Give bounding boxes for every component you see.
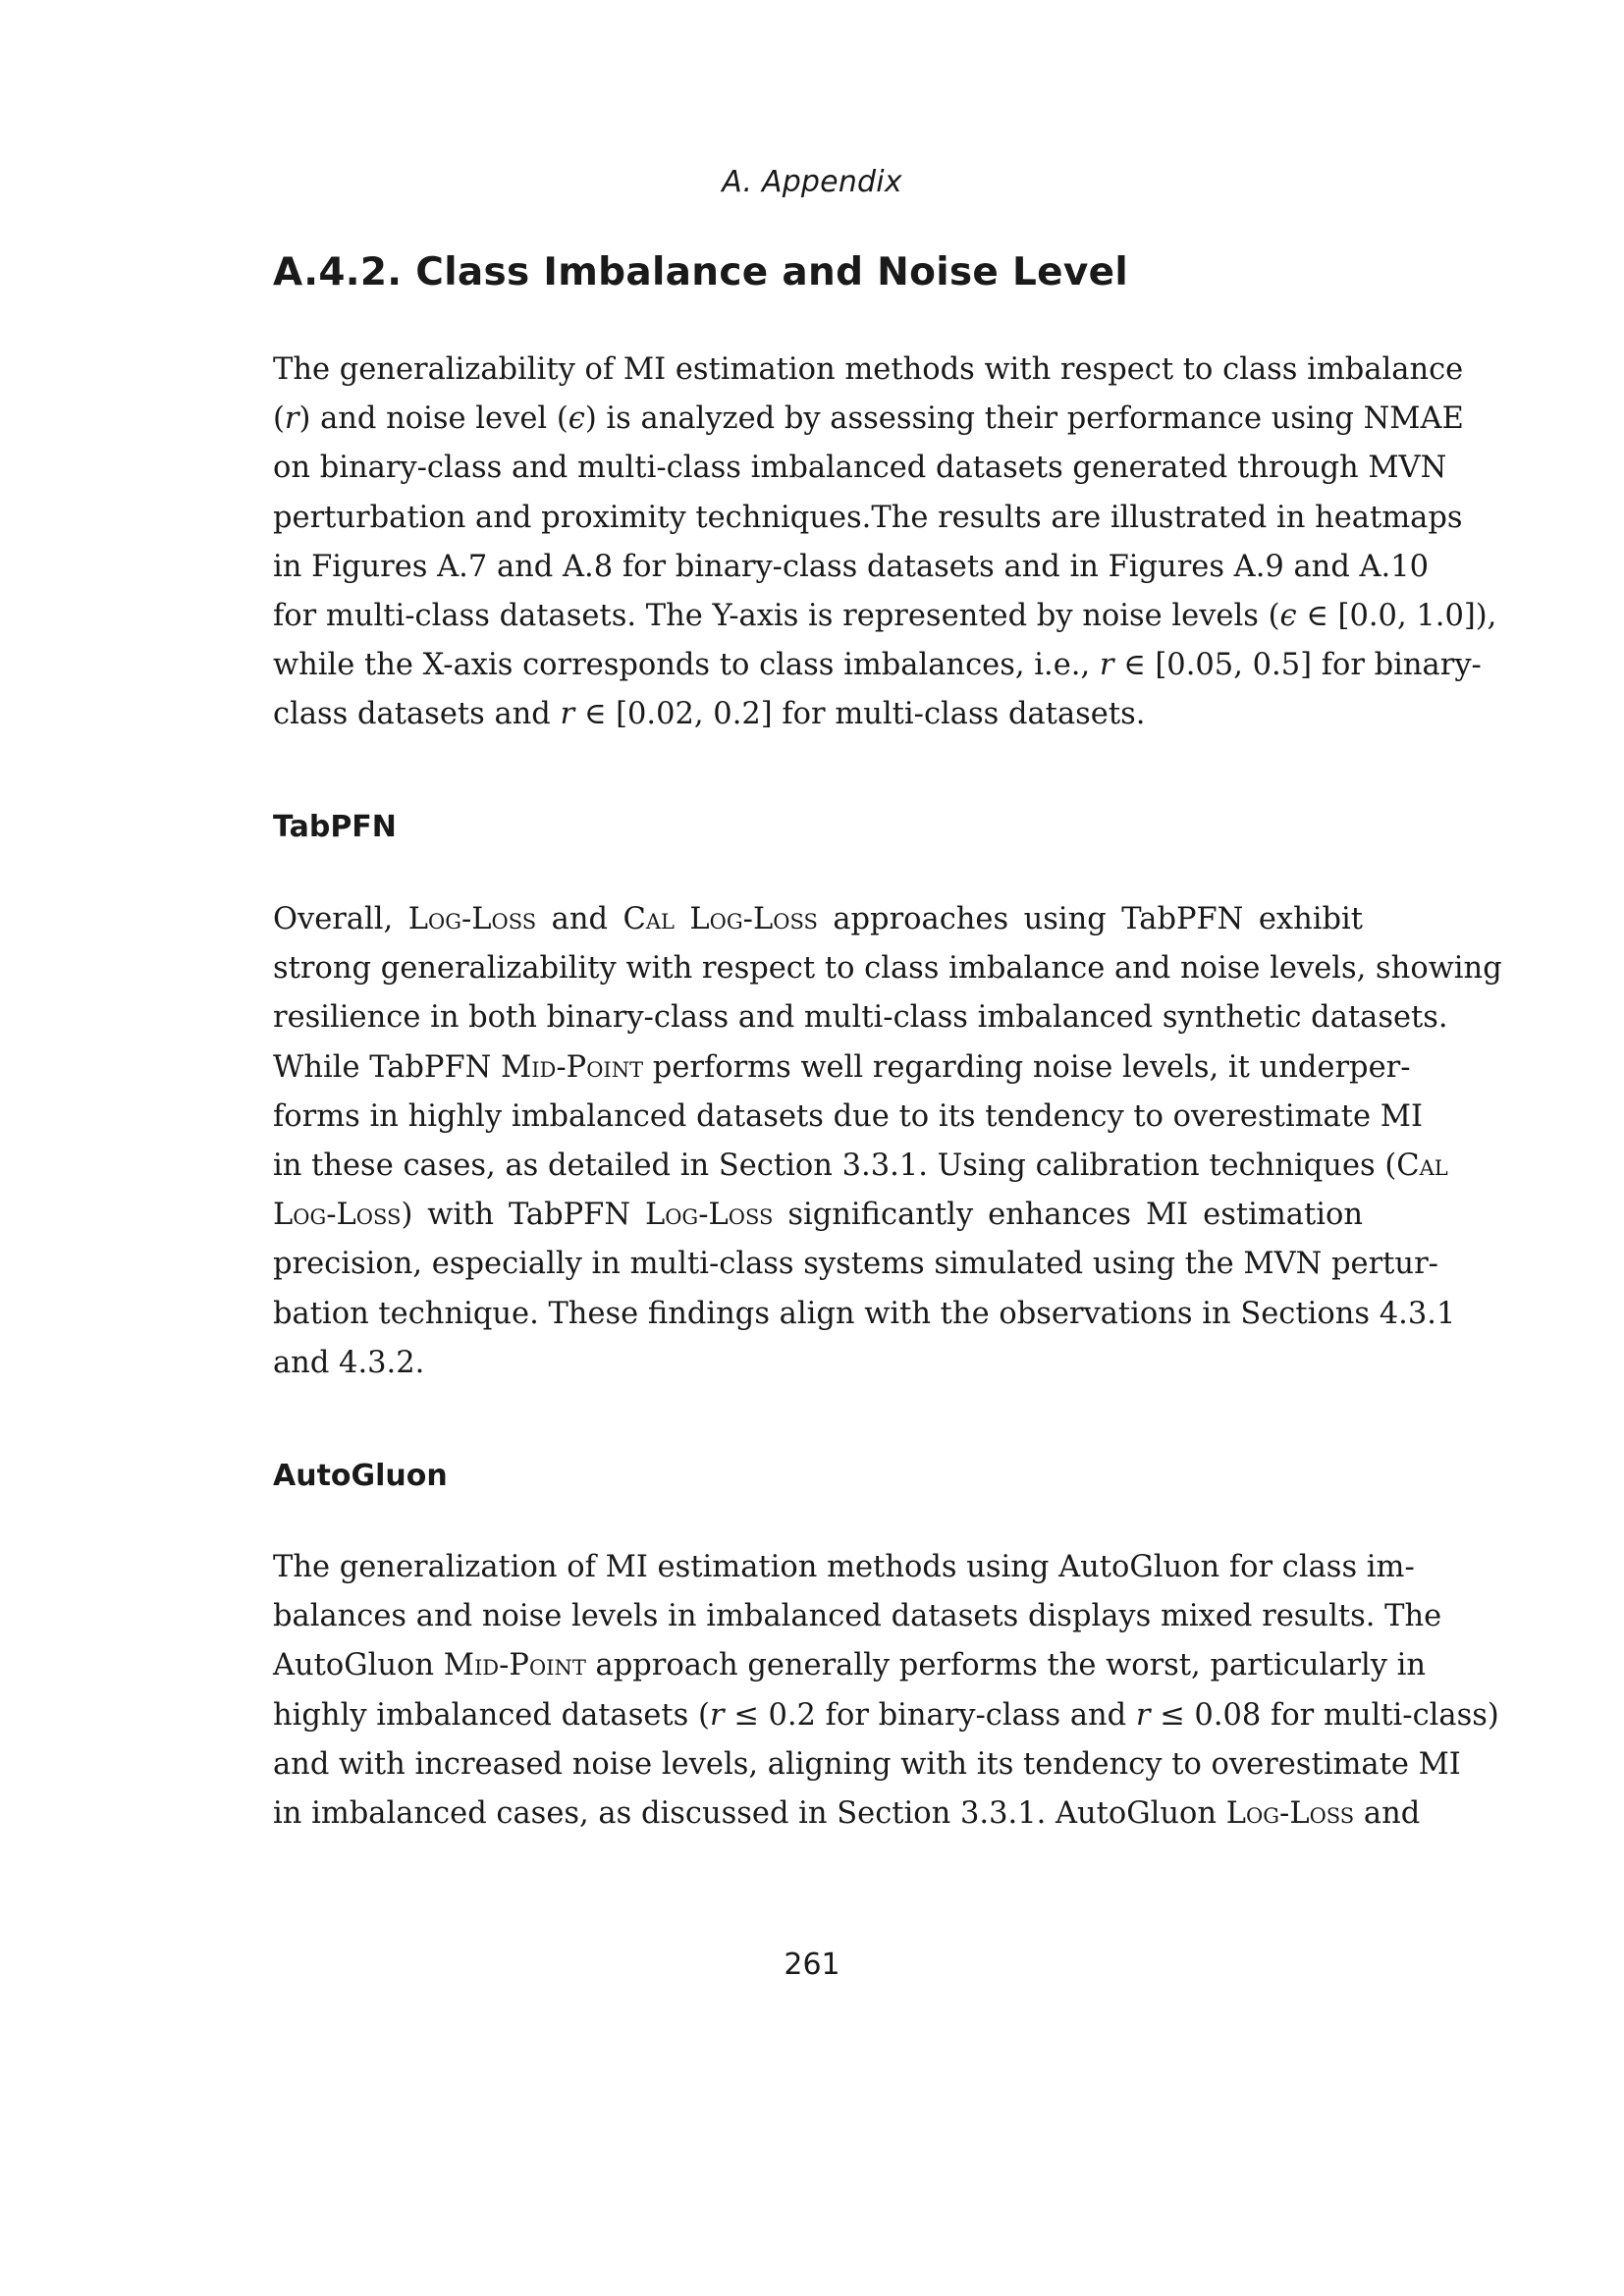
tabpfn-paragraph (273, 895, 1502, 1388)
text-line: bation technique. These findings align with the observations in Sections 4.3.1 (273, 1296, 1456, 1331)
text-line: strong generalizability with respect to class imbalance and noise levels, showing (273, 951, 1502, 987)
text-line: Overall, Log-Loss and Cal Log-Loss approaches using TabPFN exhibit (273, 902, 1363, 936)
text-line: Log-Loss) with TabPFN Log-Loss significantly enhances MI estimation (273, 1198, 1363, 1233)
text-line: and with increased noise levels, aligning with its tendency to overestimate MI (273, 1746, 1461, 1782)
text-line: and 4.3.2. (273, 1345, 425, 1380)
section-title: A.4.2. Class Imbalance and Noise Level (273, 250, 1129, 294)
text-line: in these cases, as detailed in Section 3.3.1. Using calibration techniques (Cal (273, 1148, 1448, 1184)
intro-paragraph (273, 346, 1497, 740)
subheading-tabpfn: TabPFN (273, 810, 397, 844)
text-line: in Figures A.7 and A.8 for binary-class datasets and in Figures A.9 and A.10 (273, 549, 1430, 584)
text-line: (r) and noise level (ϵ) is analyzed by assessing their performance using NMAE (273, 401, 1464, 437)
subheading-autogluon: AutoGluon (273, 1459, 448, 1493)
text-line: for multi-class datasets. The Y-axis is represented by noise levels (ϵ ∈ [0.0, 1.0]), (273, 599, 1497, 634)
text-line: While TabPFN Mid-Point performs well regarding noise levels, it underper- (273, 1049, 1411, 1085)
text-line: in imbalanced cases, as discussed in Section 3.3.1. AutoGluon Log-Loss and (273, 1796, 1421, 1832)
autogluon-paragraph (273, 1543, 1499, 1839)
text-line: highly imbalanced datasets (r ≤ 0.2 for binary-class and r ≤ 0.08 for multi-class) (273, 1697, 1499, 1733)
text-line: while the X-axis corresponds to class imbalances, i.e., r ∈ [0.05, 0.5] for binary- (273, 648, 1482, 683)
text-line: forms in highly imbalanced datasets due to its tendency to overestimate MI (273, 1098, 1424, 1134)
text-line: precision, especially in multi-class systems simulated using the MVN pertur- (273, 1247, 1438, 1282)
text-line: AutoGluon Mid-Point approach generally performs the worst, particularly in (273, 1648, 1427, 1683)
text-line: class datasets and r ∈ [0.02, 0.2] for multi-class datasets. (273, 697, 1146, 732)
text-line: on binary-class and multi-class imbalanced datasets generated through MVN (273, 451, 1447, 486)
text-line: The generalizability of MI estimation methods with respect to class imbalance (273, 352, 1464, 387)
text-line: The generalization of MI estimation methods using AutoGluon for class im- (273, 1550, 1415, 1584)
running-header: A. Appendix (722, 165, 902, 199)
text-line: balances and noise levels in imbalanced datasets displays mixed results. The (273, 1599, 1442, 1634)
text-line: resilience in both binary-class and multi-class imbalanced synthetic datasets. (273, 1000, 1448, 1036)
page-number: 261 (784, 1948, 840, 1982)
text-line: perturbation and proximity techniques.The results are illustrated in heatmaps (273, 500, 1463, 535)
